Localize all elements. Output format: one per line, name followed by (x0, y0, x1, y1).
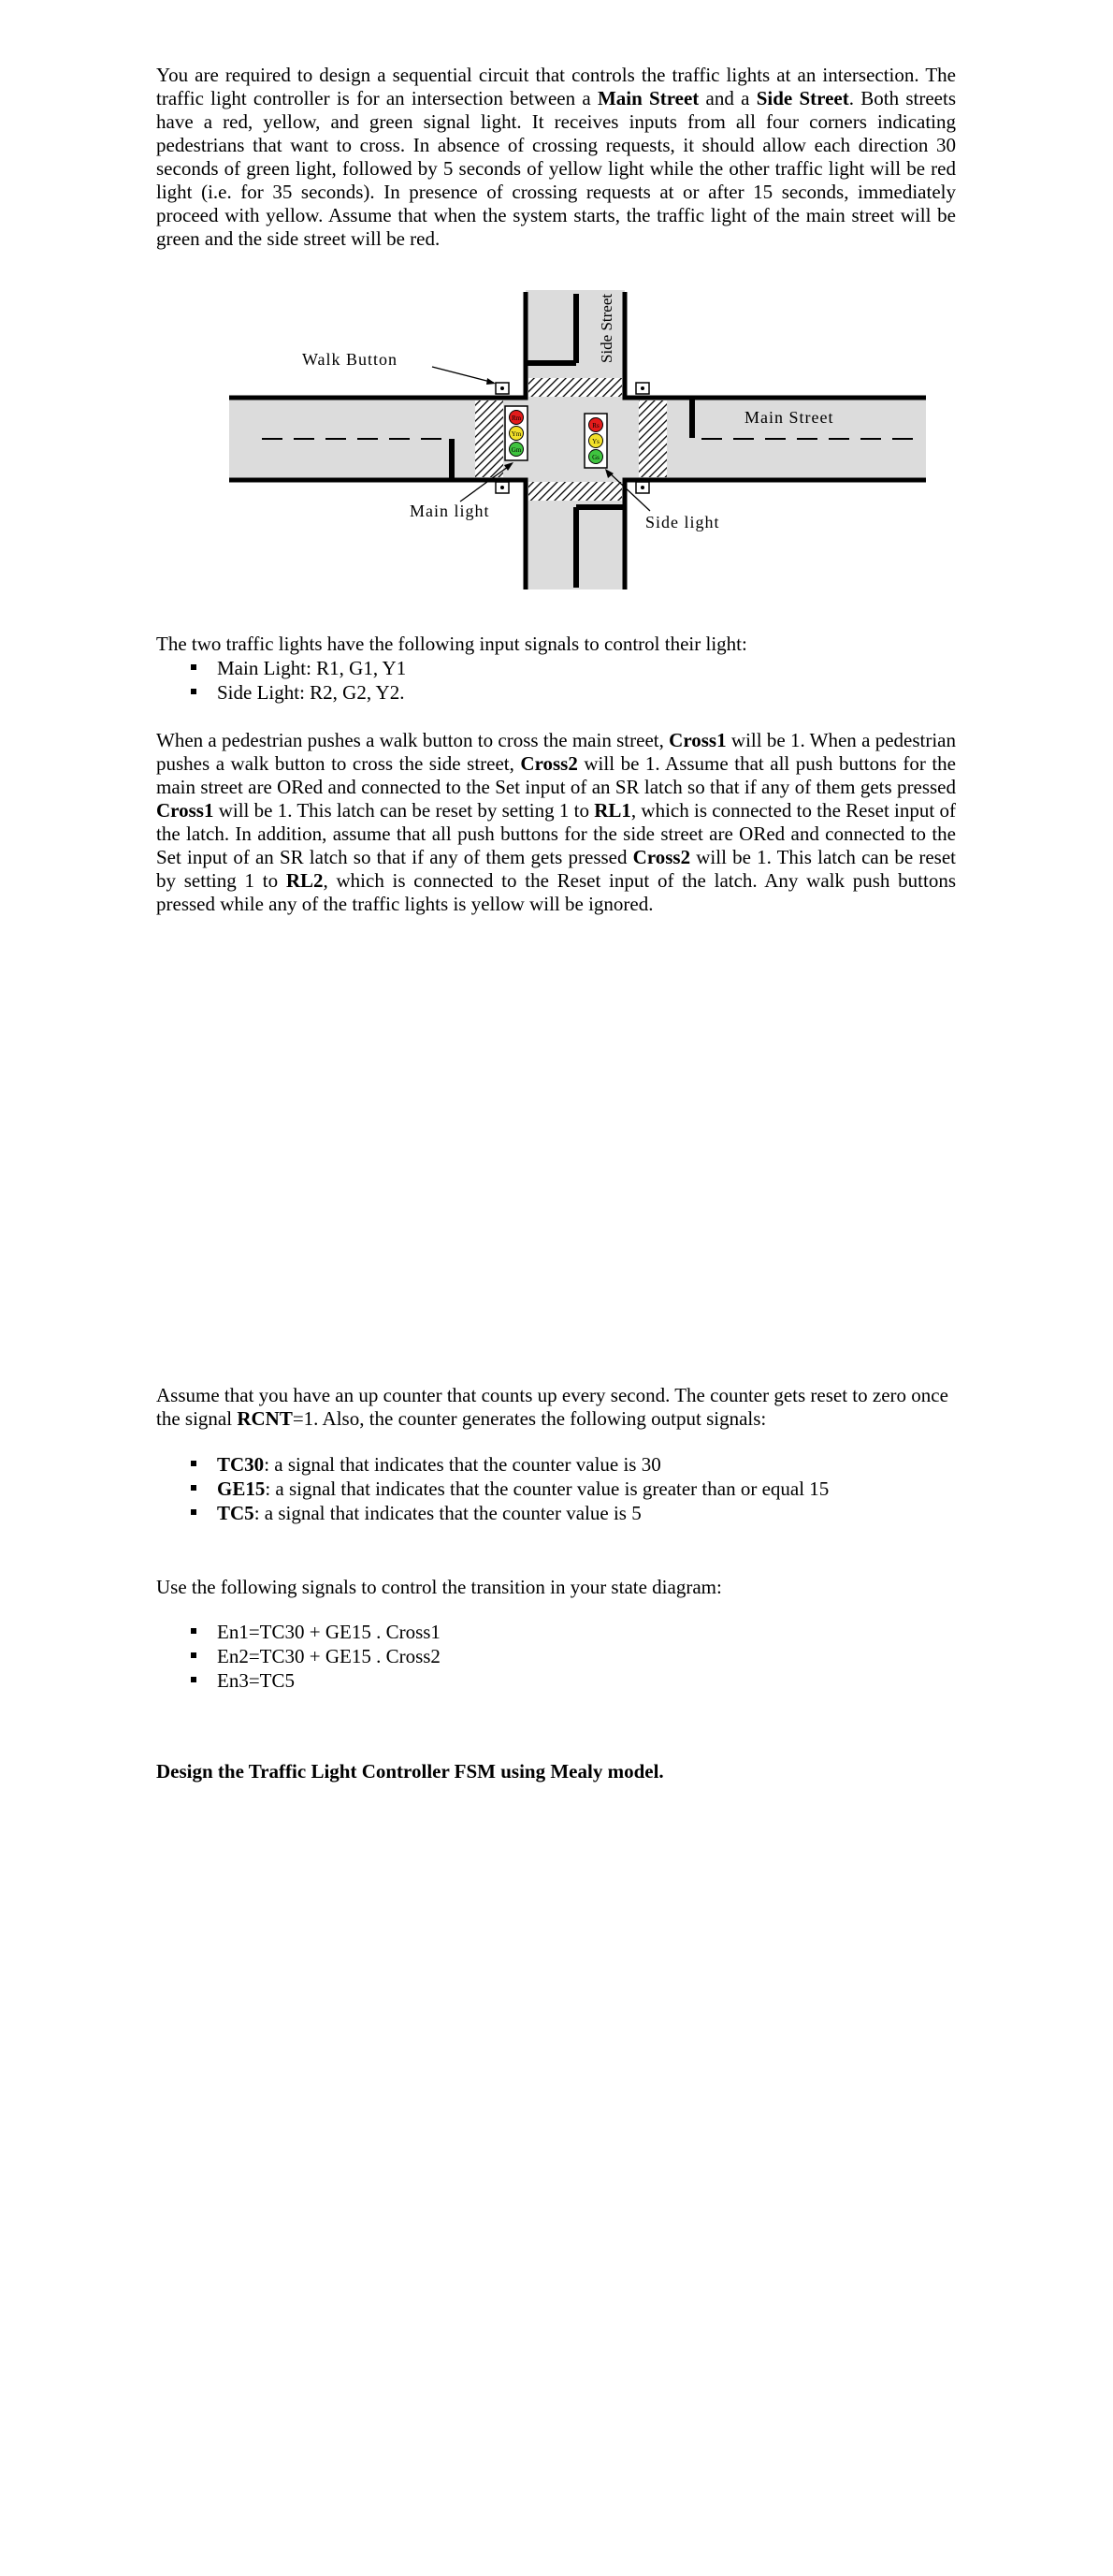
walk-text: will be 1. Assume that all push buttons for the main street are ORed and connected to the Set input of an SR latch so that if any of them gets pressed (156, 752, 956, 798)
side-red-label: Rs (592, 422, 600, 429)
walk-button-pointer (432, 367, 494, 383)
rcnt-term: RCNT (237, 1407, 293, 1430)
signal-name: TC5 (217, 1502, 254, 1524)
walk-button-label: Walk Button (302, 350, 398, 369)
intro-paragraph (156, 64, 956, 251)
intro-text-3: . Both streets have a red, yellow, and green signal light. It receives inputs from all four corners indicating pedestrians that want to cross. In absence of crossing requests, it should allow each direction 30 seconds of green light, followed by 5 seconds of yellow light while the other traffic light will be red light (i.e. for 35 seconds). In presence of crossing requests at or after 15 seconds, immediately proceed with yellow. Assume that when the system starts, the traffic light of the main street will be green and the side street will be red. (156, 87, 956, 250)
crosswalk-west (475, 400, 503, 477)
main-red-label: Rm (511, 415, 522, 422)
side-street-term: Side Street (756, 87, 849, 109)
main-street-term: Main Street (597, 87, 700, 109)
side-green-label: Gs (592, 454, 600, 461)
transition-heading: Use the following signals to control the transition in your state diagram: (156, 1576, 722, 1598)
walk-text: will be 1. This latch can be reset by setting 1 to (213, 799, 595, 822)
signal-name: GE15 (217, 1477, 266, 1500)
rl1-term: RL1 (594, 799, 631, 822)
side-light-label: Side light (645, 513, 720, 531)
list-item: En3=TC5 (156, 1668, 956, 1693)
side-traffic-light (585, 414, 607, 468)
transition-signals-list (156, 1620, 956, 1693)
design-task (156, 1760, 956, 1783)
main-green-label: Gm (511, 446, 522, 454)
intersection-diagram (224, 290, 935, 599)
list-item (156, 1501, 956, 1525)
list-item (156, 1452, 956, 1477)
main-light-label: Main light (410, 502, 490, 520)
crosswalk-north (528, 378, 622, 397)
list-item: Side Light: R2, G2, Y2. (156, 680, 956, 705)
list-item: Main Light: R1, G1, Y1 (156, 656, 956, 680)
cross2-term: Cross2 (632, 846, 691, 868)
signal-desc: : a signal that indicates that the counter value is 5 (253, 1502, 642, 1524)
crosswalk-south (528, 482, 622, 501)
design-task-text: Design the Traffic Light Controller FSM using Mealy model. (156, 1760, 664, 1783)
intro-text-2: and a (699, 87, 757, 109)
input-signals-heading: The two traffic lights have the following input signals to control their light: (156, 633, 747, 655)
cross2-term: Cross2 (520, 752, 578, 775)
cross1-term: Cross1 (669, 729, 727, 751)
main-street-label: Main Street (744, 408, 834, 427)
signal-desc: : a signal that indicates that the counter value is 30 (264, 1453, 661, 1476)
walk-text: , which is connected to the Reset input of the latch. In addition, assume that all push buttons for the side street are ORed and connected to the Set input of an SR latch so that if any of them gets pressed (156, 799, 956, 868)
counter-signals-list (156, 1452, 956, 1525)
side-street-label: Side Street (598, 293, 615, 363)
main-yellow-label: Ym (511, 430, 522, 438)
transition-section (156, 1576, 956, 1693)
counter-section (156, 1384, 956, 1525)
crosswalk-east (639, 400, 667, 477)
side-yellow-label: Ys (592, 438, 600, 445)
rl2-term: RL2 (285, 869, 324, 892)
list-item: En2=TC30 + GE15 . Cross2 (156, 1644, 956, 1668)
input-signals-section (156, 633, 956, 705)
walk-text: will be 1. When a pedestrian pushes a walk button to cross the side street, (156, 729, 956, 775)
walk-button-arrowhead (486, 378, 496, 385)
walk-text: will be 1. This latch can be reset by setting 1 to (156, 846, 956, 892)
cross1-term: Cross1 (156, 799, 214, 822)
signal-desc: : a signal that indicates that the counter value is greater than or equal 15 (265, 1477, 830, 1500)
walk-paragraph (156, 729, 956, 916)
main-traffic-light (505, 406, 528, 460)
walk-text: When a pedestrian pushes a walk button to cross the main street, (156, 729, 670, 751)
counter-text: =1. Also, the counter generates the following output signals: (292, 1407, 767, 1430)
list-item (156, 1477, 956, 1501)
signal-name: TC30 (217, 1453, 265, 1476)
list-item: En1=TC30 + GE15 . Cross1 (156, 1620, 956, 1644)
input-signals-list (156, 656, 956, 705)
intro-text-1: You are required to design a sequential circuit that controls the traffic lights at an intersection. The traffic light controller is for an intersection between a (156, 64, 956, 109)
counter-text: Assume that you have an up counter that counts up every second. The counter gets reset to zero once the signal (156, 1384, 948, 1430)
walk-text: , which is connected to the Reset input of the latch. Any walk push buttons pressed while any of the traffic lights is yellow will be ignored. (156, 869, 956, 915)
